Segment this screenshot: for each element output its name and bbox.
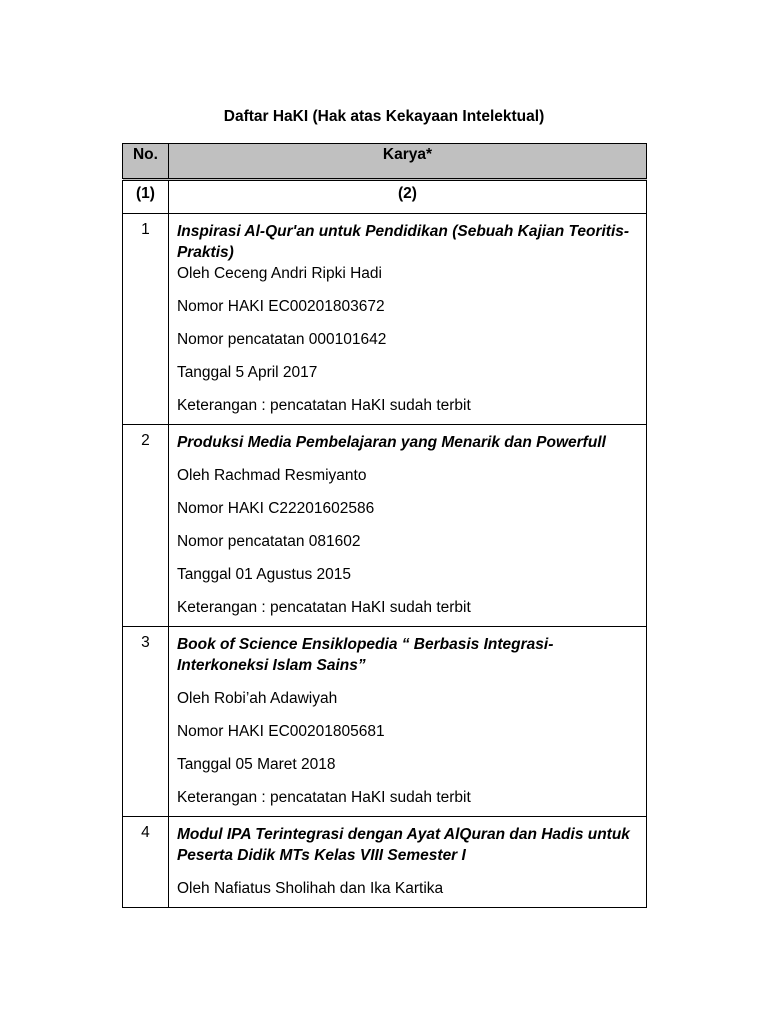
table-row <box>123 425 647 627</box>
work-title: Inspirasi Al-Qur'an untuk Pendidikan (Sebuah Kajian Teoritis-Praktis) <box>176 223 630 261</box>
work-author: Oleh Nafiatus Sholihah dan Ika Kartika <box>176 880 444 897</box>
table-row <box>123 214 647 425</box>
work-note: Keterangan : pencatatan HaKI sudah terbit <box>176 397 471 414</box>
work-author: Oleh Rachmad Resmiyanto <box>176 467 367 484</box>
row-number: 3 <box>123 627 169 817</box>
work-date: Tanggal 5 April 2017 <box>176 364 318 381</box>
work-title: Modul IPA Terintegrasi dengan Ayat AlQuran dan Hadis untuk Peserta Didik MTs Kelas VIII Semester I <box>176 826 630 864</box>
column-number-no: (1) <box>123 180 169 214</box>
table-row <box>123 627 647 817</box>
work-title: Produksi Media Pembelajaran yang Menarik dan Powerfull <box>176 434 606 451</box>
registration-number: Nomor pencatatan 000101642 <box>176 331 387 348</box>
haki-table <box>122 143 647 908</box>
work-note: Keterangan : pencatatan HaKI sudah terbit <box>176 599 471 616</box>
work-title: Book of Science Ensiklopedia “ Berbasis Integrasi-Interkoneksi Islam Sains” <box>176 636 554 674</box>
row-number: 2 <box>123 425 169 627</box>
work-date: Tanggal 05 Maret 2018 <box>176 756 336 773</box>
header-karya: Karya* <box>168 144 646 180</box>
haki-number: Nomor HAKI EC00201803672 <box>176 298 385 315</box>
row-number: 4 <box>123 817 169 908</box>
column-number-karya: (2) <box>168 180 646 214</box>
karya-cell <box>168 627 646 817</box>
work-date: Tanggal 01 Agustus 2015 <box>176 566 352 583</box>
karya-cell <box>168 817 646 908</box>
haki-number: Nomor HAKI EC00201805681 <box>176 723 385 740</box>
row-number: 1 <box>123 214 169 425</box>
table-row <box>123 817 647 908</box>
column-number-row <box>123 180 647 214</box>
work-note: Keterangan : pencatatan HaKI sudah terbit <box>176 789 471 806</box>
haki-number: Nomor HAKI C22201602586 <box>176 500 375 517</box>
karya-cell <box>168 214 646 425</box>
registration-number: Nomor pencatatan 081602 <box>176 533 361 550</box>
document-title: Daftar HaKI (Hak atas Kekayaan Intelektual) <box>223 108 545 125</box>
karya-cell <box>168 425 646 627</box>
work-author: Oleh Ceceng Andri Ripki Hadi <box>176 265 382 282</box>
header-no: No. <box>123 144 169 180</box>
table-header-row <box>123 144 647 180</box>
work-author: Oleh Robi’ah Adawiyah <box>176 690 338 707</box>
